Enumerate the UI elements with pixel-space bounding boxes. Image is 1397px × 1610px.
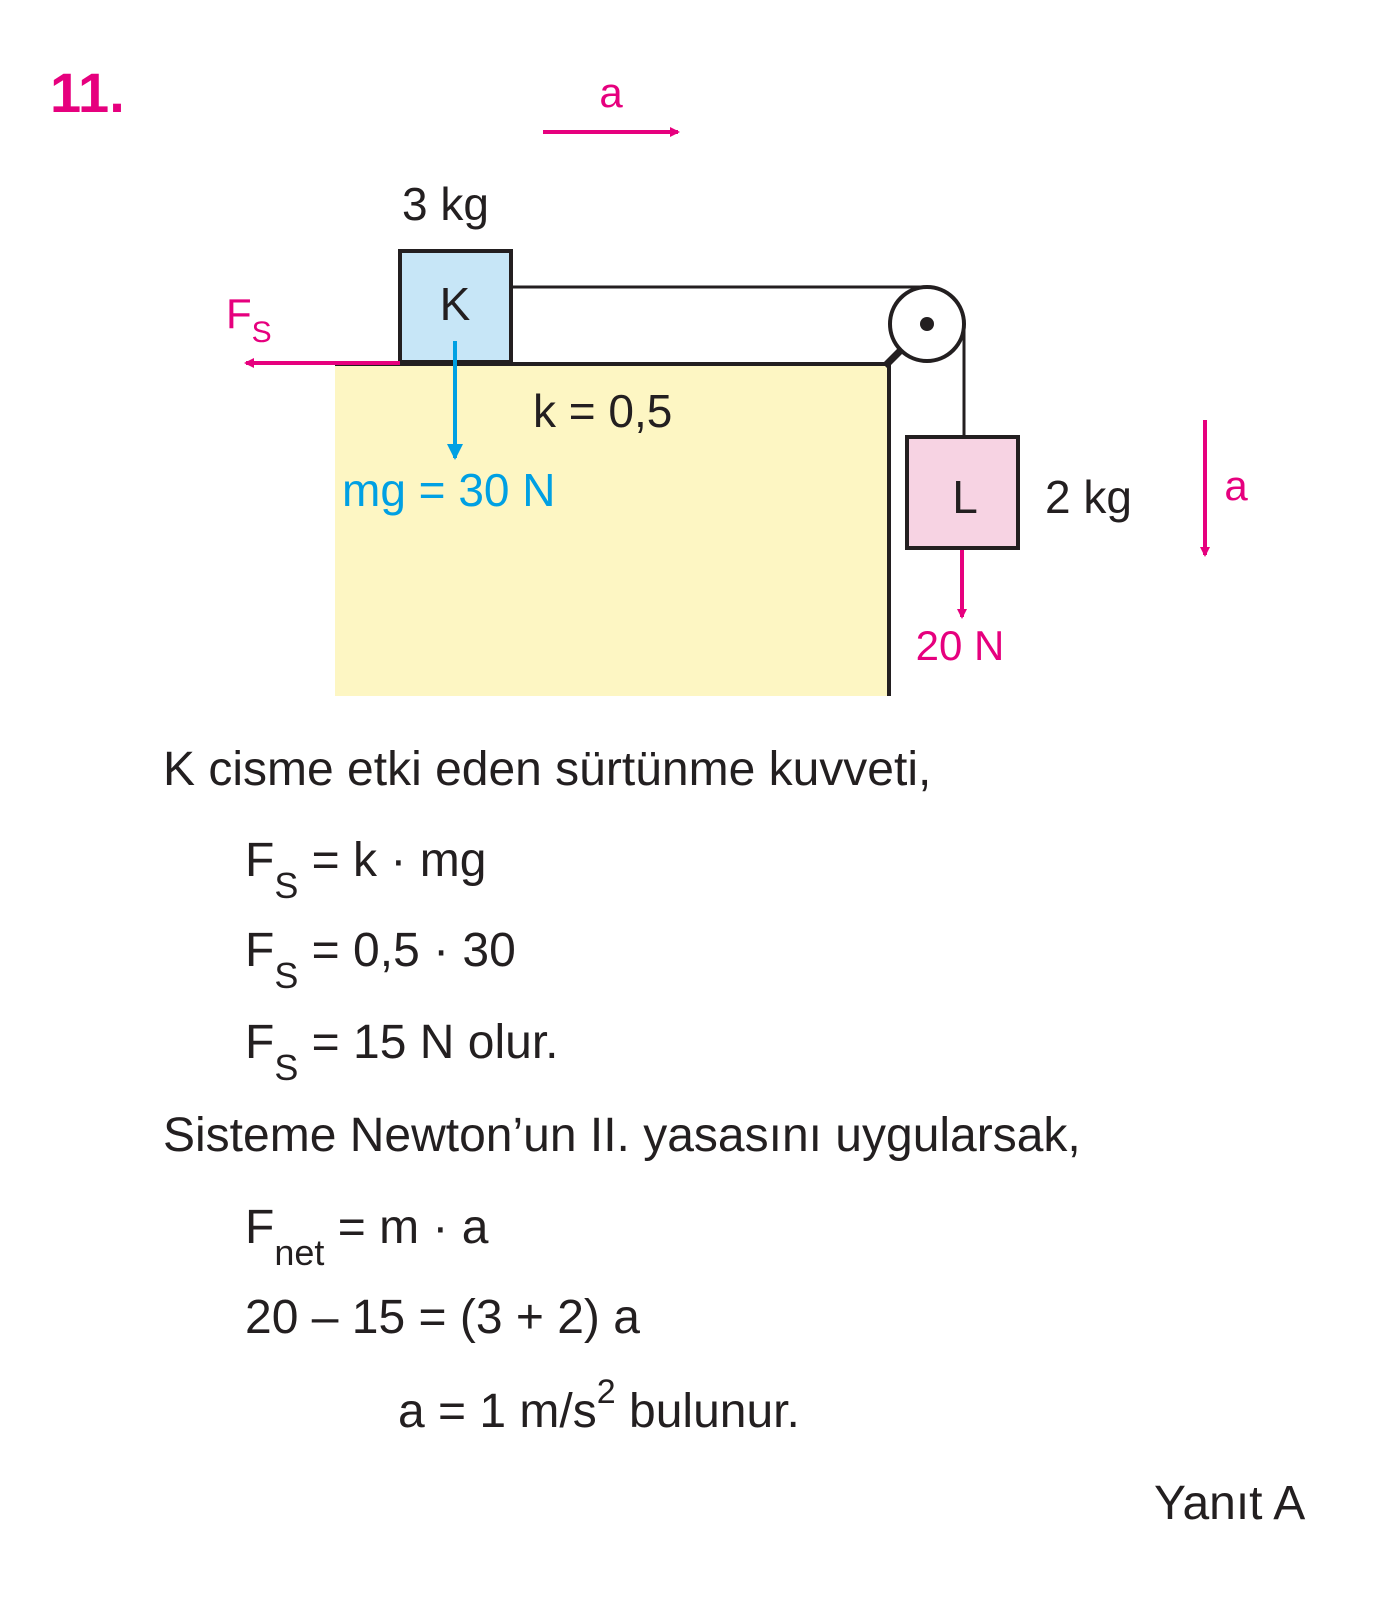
question-number: 11. bbox=[50, 61, 125, 124]
eq6-main: a = 1 m/s bbox=[398, 1385, 597, 1438]
accel-top-label: a bbox=[599, 69, 623, 116]
friction-coefficient-label: k = 0,5 bbox=[533, 385, 673, 437]
block-k-label: K bbox=[439, 278, 471, 330]
weight-k-label: mg = 30 N bbox=[342, 464, 556, 516]
equation-1 bbox=[245, 833, 487, 906]
eq4-sub: net bbox=[274, 1232, 325, 1273]
equation-2 bbox=[245, 923, 516, 996]
mass-l-label: 2 kg bbox=[1045, 471, 1132, 523]
newton-intro: Sisteme Newton’un II. yasasını uygularsak, bbox=[163, 1109, 1081, 1162]
eq3-sub: S bbox=[274, 1047, 299, 1088]
accel-right-label: a bbox=[1224, 462, 1248, 509]
equation-3 bbox=[245, 1015, 559, 1088]
eq2-main: F bbox=[245, 924, 275, 977]
mass-k-label: 3 kg bbox=[402, 178, 489, 230]
friction-label-main: F bbox=[226, 290, 252, 337]
equation-6 bbox=[398, 1373, 800, 1439]
weight-l-label: 20 N bbox=[915, 622, 1005, 669]
block-l-label: L bbox=[952, 471, 978, 523]
physics-diagram bbox=[0, 0, 1397, 720]
eq3-rest: = 15 N olur. bbox=[298, 1016, 559, 1069]
pulley-axle bbox=[920, 317, 934, 331]
equation-5: 20 – 15 = (3 + 2) a bbox=[245, 1291, 640, 1344]
eq2-sub: S bbox=[274, 955, 299, 996]
friction-label bbox=[226, 290, 272, 349]
eq1-rest: = k · mg bbox=[298, 834, 487, 887]
eq6-rest: bulunur. bbox=[615, 1385, 800, 1438]
eq2-rest: = 0,5 · 30 bbox=[298, 924, 516, 977]
eq4-rest: = m · a bbox=[324, 1201, 489, 1254]
eq4-main: F bbox=[245, 1201, 275, 1254]
eq6-sup: 2 bbox=[596, 1373, 616, 1411]
eq3-main: F bbox=[245, 1016, 275, 1069]
answer-label: Yanıt A bbox=[1154, 1477, 1306, 1530]
eq1-sub: S bbox=[274, 865, 299, 906]
solution-intro: K cisme etki eden sürtünme kuvveti, bbox=[163, 743, 932, 796]
eq1-main: F bbox=[245, 834, 275, 887]
friction-label-sub: S bbox=[251, 316, 272, 349]
equation-4 bbox=[245, 1200, 489, 1273]
